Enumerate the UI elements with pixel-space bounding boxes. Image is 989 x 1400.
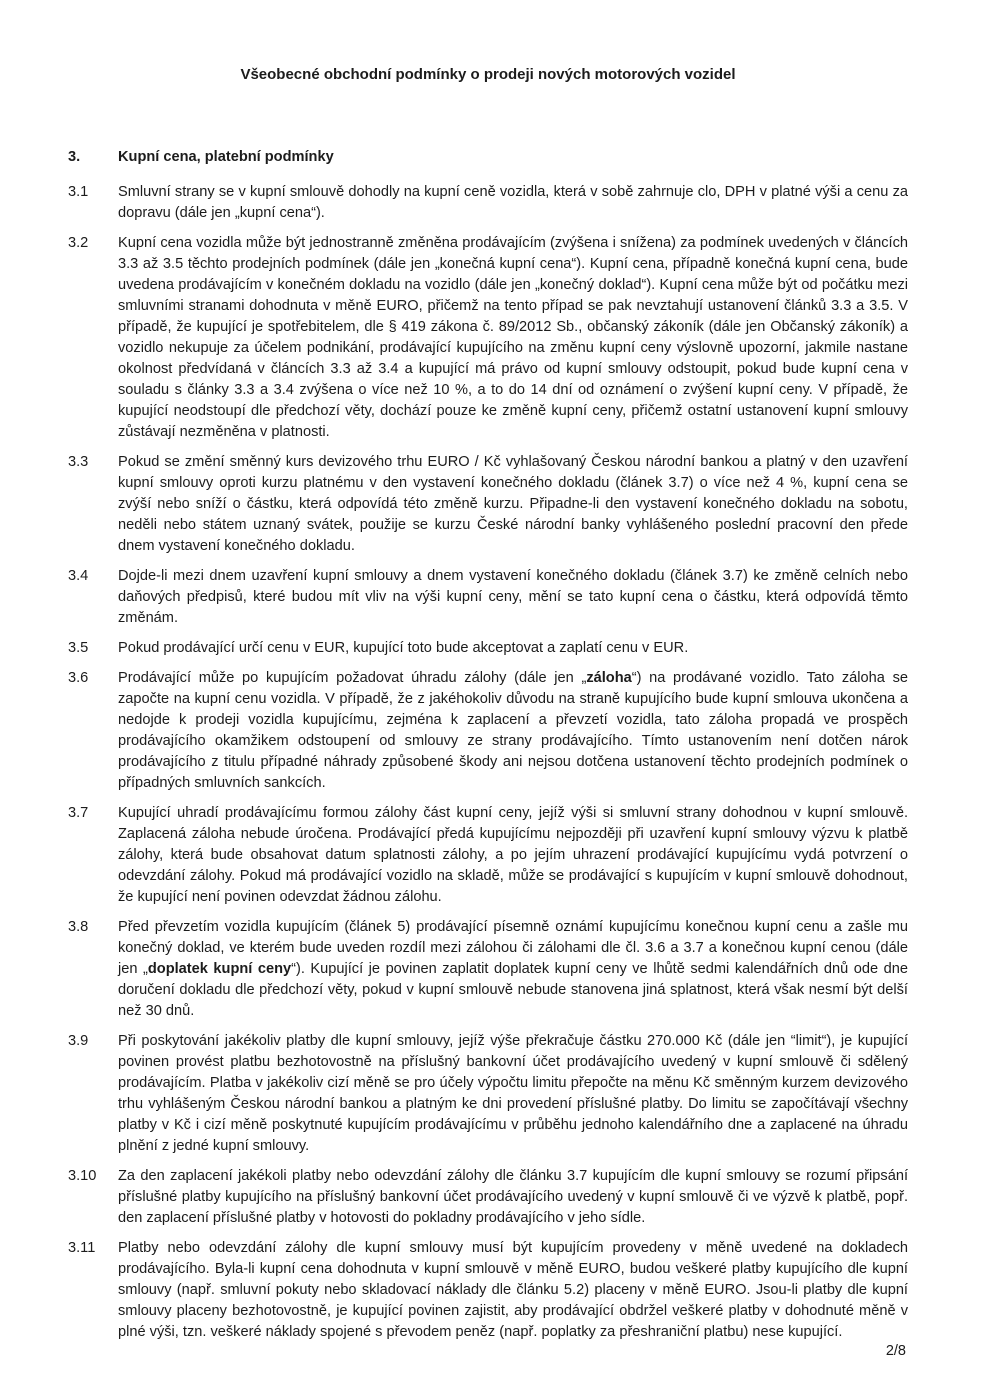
clause — [68, 182, 908, 224]
clause-number: 3.7 — [68, 805, 89, 821]
clause-text: Před převzetím vozidla kupujícím (článek 5) prodávající písemně oznámí kupujícímu konečnou kupní cenu a zašle mu konečný doklad, ve kterém bude uveden rozdíl mezi zálohou či zálohami dle čl. 3.6 a 3.7 a konečnou kupní cenou (dále jen „doplatek kupní ceny“). Kupující je povinen zaplatit doplatek kupní ceny ve lhůtě sedmi kalendářních dnů ode dne doručení dokladu dle předchozí věty, pokud v kupní smlouvě nebude stanovena jiná splatnost, která však nesmí být delší než 30 dnů. — [118, 919, 909, 1019]
document-title: Všeobecné obchodní podmínky o prodeji nových motorových vozidel — [240, 66, 736, 83]
clause-text: Kupní cena vozidla může být jednostranně změněna prodávajícím (zvýšena i snížena) za podmínek uvedených v článcích 3.3 až 3.5 těchto prodejních podmínek (dále jen „konečná kupní cena“). Kupní cena, případně konečná kupní cena, bude uvedena prodávajícím v konečném dokladu na vozidlo (dále jen „konečný doklad“). Kupní cena může být od počátku mezi smluvními stranami dohodnuta v měně EURO, přičemž na tento případ se pak nevztahují ustanovení článků 3.3 a 3.5. V případě, že kupující je spotřebitelem, dle § 419 zákona č. 89/2012 Sb., občanský zákoník (dále jen Občanský zákoník) a vozidlo nekupuje za účelem podnikání, prodávající kupujícího na změnu kupní ceny výslovně upozorní, jakmile nastane okolnost předvídaná v článcích 3.3 až 3.4 a kupující má právo od kupní smlouvy odstoupit, pokud bude kupní cena v souladu s články 3.3 a 3.4 zvýšena o více než 10 %, a to do 14 dní od oznámení o zvýšení kupní ceny. V případě, že kupující neodstoupí dle předchozí věty, dochází pouze ke změně kupní ceny, přičemž ostatní ustanovení kupní smlouvy zůstávají nezměněna v platnosti. — [118, 235, 908, 440]
clause — [68, 1238, 908, 1343]
clause-number: 3.4 — [68, 568, 89, 584]
clause — [68, 917, 908, 1022]
section-heading — [68, 147, 908, 168]
section-heading-text: Kupní cena, platební podmínky — [118, 149, 334, 165]
clause — [68, 668, 908, 794]
clause-text: Dojde-li mezi dnem uzavření kupní smlouvy a dnem vystavení konečného dokladu (článek 3.7) ke změně celních nebo daňových předpisů, které budou mít vliv na výši kupní ceny, mění se tato kupní cena o částku, která odpovídá těmto změnám. — [118, 568, 908, 626]
clause-text: Při poskytování jakékoliv platby dle kupní smlouvy, jejíž výše překračuje částku 270.000 Kč (dále jen “limit“), je kupující povinen provést platbu bezhotovostně na příslušný bankovní účet prodávajícího uvedený v kupní smlouvě či sdělený prodávajícím. Platba v jakékoliv cizí měně se pro účely výpočtu limitu přepočte na měnu Kč směnným kurzem devizového trhu vyhlášeným Českou národní bankou a platným ke dni provedení příslušné platby. Do limitu se započítávají všechny platby v Kč i cizí měně poskytnuté kupujícím prodávajícímu v průběhu jednoho kalendářního dne a zaplacené na úhradu plnění z jedné kupní smlouvy. — [118, 1033, 908, 1154]
clause-text: Smluvní strany se v kupní smlouvě dohodly na kupní ceně vozidla, která v sobě zahrnuje clo, DPH v platné výši a cenu za dopravu (dále jen „kupní cena“). — [118, 184, 908, 221]
clause-number: 3.2 — [68, 235, 89, 251]
clause-number: 3.10 — [68, 1168, 97, 1184]
clause — [68, 1166, 908, 1229]
page-number: 2/8 — [885, 1343, 906, 1359]
clause-text: Platby nebo odevzdání zálohy dle kupní smlouvy musí být kupujícím provedeny v měně uvedené na dokladech prodávajícího. Byla-li kupní cena dohodnuta v kupní smlouvě v měně EURO, budou veškeré platby kupujícího dle kupní smlouvy (např. smluvní pokuty nebo skladovací náklady dle článku 5.2) placeny v měně EURO. Jsou-li platby dle kupní smlouvy placeny bezhotovostně, je kupující povinen zajistit, aby prodávající obdržel veškeré platby v dohodnuté měně v plné výši, tzn. veškeré náklady spojené s převodem peněz (např. poplatky za přeshraniční platbu) nese kupující. — [118, 1240, 908, 1340]
clause-text: Pokud prodávající určí cenu v EUR, kupující toto bude akceptovat a zaplatí cenu v EUR. — [118, 640, 689, 656]
clause — [68, 452, 908, 557]
clause — [68, 566, 908, 629]
clause-text: Pokud se změní směnný kurs devizového trhu EURO / Kč vyhlašovaný Českou národní bankou a platný v den uzavření kupní smlouvy oproti kurzu platnému v den vystavení konečného dokladu (článek 3.7) o více než 4 %, kupní cena se zvýší nebo sníží o částku, která odpovídá této změně kurzu. Připadne-li den vystavení konečného dokladu na sobotu, neděli nebo státem uznaný svátek, použije se kurzu České národní banky vyhlášeného poslední pracovní den přede dnem vystavení konečného dokladu. — [118, 454, 908, 554]
clause-number: 3.11 — [68, 1240, 96, 1256]
section-number: 3. — [68, 149, 81, 165]
clause-number: 3.8 — [68, 919, 89, 935]
clauses — [68, 182, 908, 1343]
clause-number: 3.3 — [68, 454, 89, 470]
clause — [68, 803, 908, 908]
clause-number: 3.1 — [68, 184, 89, 200]
clause — [68, 1031, 908, 1157]
clause-number: 3.9 — [68, 1033, 89, 1049]
clause-text: Prodávající může po kupujícím požadovat úhradu zálohy (dále jen „záloha“) na prodávané vozidlo. Tato záloha se započte na kupní cenu vozidla. V případě, že z jakéhokoliv důvodu na straně kupujícího bude kupní smlouva ukončena a nedojde k prodeji vozidla kupujícímu, zejména k zaplacení a převzetí vozidla, tato záloha propadá ve prospěch prodávajícího okamžikem odstoupení od smlouvy ze strany prodávajícího. Tímto ustanovením není dotčen nárok prodávajícího z titulu případné náhrady způsobené škody ani nejsou dotčena ustanovení těchto prodejních podmínek o případných smluvních sankcích. — [118, 670, 908, 791]
clause-text: Kupující uhradí prodávajícímu formou zálohy část kupní ceny, jejíž výši si smluvní strany dohodnou v kupní smlouvě. Zaplacená záloha nebude úročena. Prodávající předá kupujícímu nejpozději při uzavření kupní smlouvy výzvu k platbě zálohy, která bude obsahovat datum splatnosti zálohy, a po jejím uhrazení prodávající kupujícímu vydá potvrzení o odevzdání zálohy. Pokud má prodávající vozidlo na skladě, může se prodávající s kupujícím v kupní smlouvě dohodnout, že kupující není povinen odevzdat žádnou zálohu. — [118, 805, 908, 905]
clause — [68, 638, 908, 659]
clause-text: Za den zaplacení jakékoli platby nebo odevzdání zálohy dle článku 3.7 kupujícím dle kupní smlouvy se rozumí připsání příslušné platby kupujícího na příslušný bankovní účet prodávajícího uvedený v kupní smlouvě či ve výzvě k platbě, popř. den zaplacení příslušné platby v hotovosti do pokladny prodávajícího v jeho sídle. — [118, 1168, 908, 1226]
clause-number: 3.5 — [68, 640, 89, 656]
clause-number: 3.6 — [68, 670, 89, 686]
clause — [68, 233, 908, 443]
